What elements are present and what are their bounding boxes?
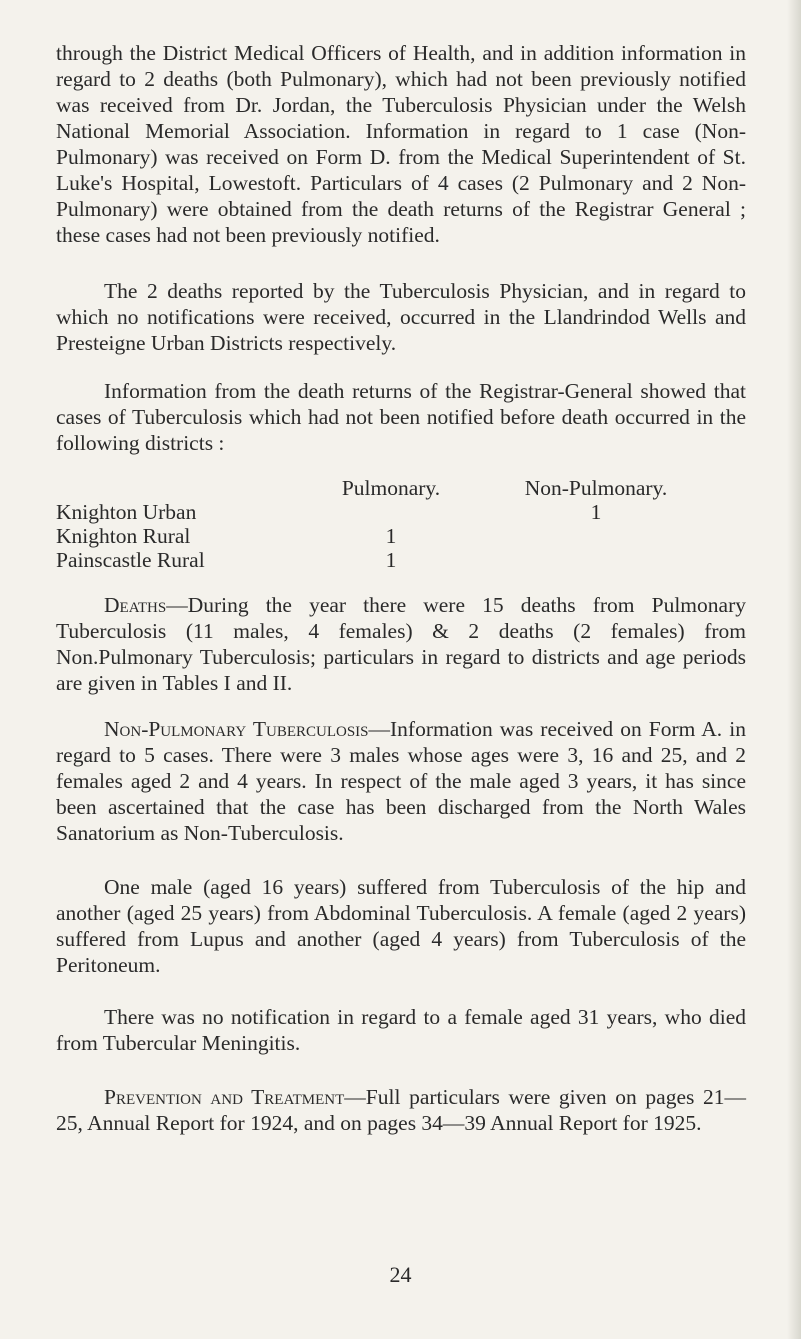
paragraph-deaths (56, 592, 746, 696)
paragraph-registrar-returns: Information from the death returns of the Registrar-General showed that cases of Tuberculosis which had not been notified before death occurred in the following districts : (56, 379, 746, 455)
non-pulmonary-header: Non-Pulmonary. (524, 476, 668, 500)
district-name: Knighton Urban (56, 500, 197, 524)
pulmonary-header: Pulmonary. (341, 476, 441, 500)
prevention-heading: Prevention and Treatment (104, 1085, 345, 1109)
pulmonary-count: 1 (385, 548, 397, 572)
district-name: Painscastle Rural (56, 548, 205, 572)
district-name: Knighton Rural (56, 524, 191, 548)
table-row (56, 548, 706, 572)
non-pulmonary-count: 1 (590, 500, 602, 524)
page-number: 24 (389, 1262, 412, 1287)
non-pulmonary-count (486, 548, 706, 572)
non-pulmonary-heading: Non-Pulmonary Tuberculosis (104, 717, 369, 741)
paragraph-meningitis: There was no notification in regard to a female aged 31 years, who died from Tubercular Meningitis. (56, 1005, 746, 1055)
page-edge-shadow (787, 0, 801, 1339)
table-row (56, 524, 706, 548)
paragraph-prevention (56, 1084, 746, 1136)
deaths-heading: Deaths (104, 593, 167, 617)
paragraph-tuberculosis-physician-deaths: The 2 deaths reported by the Tuberculosis Physician, and in regard to which no notifications were received, occurred in the Llandrindod Wells and Presteigne Urban Districts respectively. (56, 279, 746, 355)
district-table (56, 476, 706, 572)
paragraph-case-details: One male (aged 16 years) suffered from Tuberculosis of the hip and another (aged 25 years) from Abdominal Tuberculosis. A female (aged 2 years) suffered from Lupus and another (aged 4 years) from Tuberculosis of the Peritoneum. (56, 875, 746, 977)
deaths-body: —During the year there were 15 deaths from Pulmonary Tuberculosis (11 males, 4 females) & 2 deaths (2 females) from Non.Pulmonary Tuberculosis; particulars in regard to districts and age periods are given in Tables I and II. (56, 593, 746, 695)
table-row (56, 500, 706, 524)
non-pulmonary-count (486, 524, 706, 548)
pulmonary-count (296, 500, 486, 524)
pulmonary-count: 1 (385, 524, 397, 548)
paragraph-non-pulmonary (56, 716, 746, 846)
non-pulmonary-body: —Information was received on Form A. in regard to 5 cases. There were 3 males whose ages were 3, 16 and 25, and 2 females aged 2 and 4 years. In respect of the male aged 3 years, it has since been ascertained that the case has been discharged from the North Wales Sanatorium as Non-Tuberculosis. (56, 717, 746, 845)
prevention-body: —Full particulars were given on pages 21—25, Annual Report for 1924, and on pages 34—39 Annual Report for 1925. (56, 1085, 746, 1135)
document-page (56, 40, 746, 1136)
paragraph-notification-sources: through the District Medical Officers of Health, and in addition information in regard to 2 deaths (both Pulmonary), which had not been previously notified was received from Dr. Jordan, the Tuberculosis Physician under the Welsh National Memorial Association. Information in regard to 1 case (Non-Pulmonary) was received on Form D. from the Medical Superintendent of St. Luke's Hospital, Lowestoft. Particulars of 4 cases (2 Pulmonary and 2 Non-Pulmonary) were obtained from the death returns of the Registrar General ; these cases had not been previously notified. (56, 41, 746, 247)
district-header (56, 476, 296, 500)
district-table-header (56, 476, 706, 500)
